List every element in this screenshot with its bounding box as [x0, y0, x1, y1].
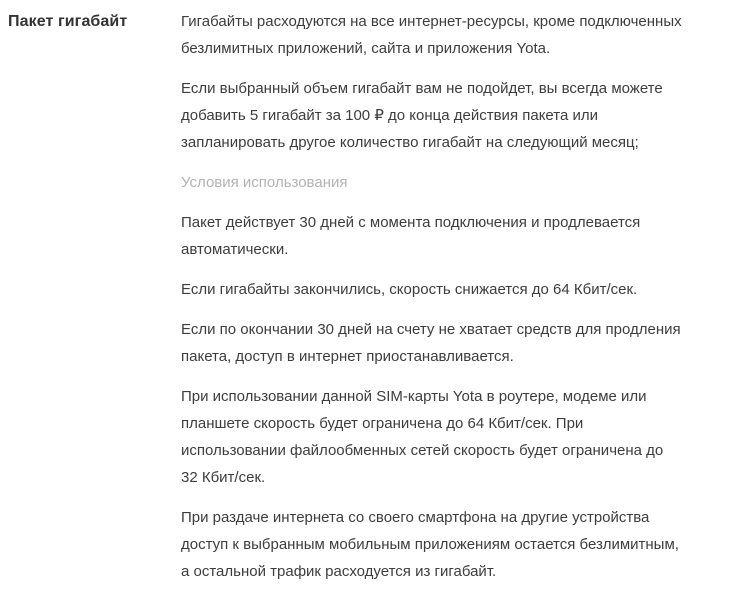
row-description: [181, 8, 683, 598]
paragraph-tethering: При раздаче интернета со своего смартфона на другие устройства доступ к выбранным мобильным приложениям остается безлимитным, а остальной трафик расходуется из гигабайт.: [181, 509, 679, 580]
paragraph-add-gigabytes: Если выбранный объем гигабайт вам не подойдет, вы всегда можете добавить 5 гигабайт за 100 ₽ до конца действия пакета или запланировать другое количество гигабайт на следующий месяц;: [181, 80, 663, 151]
subheading-usage-terms: Условия использования: [181, 174, 348, 191]
row-term-package-gigabytes: Пакет гигабайт: [8, 13, 128, 30]
paragraph-speed-reduction: Если гигабайты закончились, скорость снижается до 64 Кбит/сек.: [181, 281, 638, 298]
paragraph-insufficient-funds: Если по окончании 30 дней на счету не хватает средств для продления пакета, доступ в интернет приостанавливается.: [181, 321, 681, 365]
paragraph-package-duration: Пакет действует 30 дней с момента подключения и продлевается автоматически.: [181, 214, 641, 258]
paragraph-sim-in-router: При использовании данной SIM-карты Yota в роутере, модеме или планшете скорость будет ограничена до 64 Кбит/сек. При использовании файлообменных сетей скорость будет ограничена до 32 Кбит/сек.: [181, 388, 664, 486]
paragraph-gigabyte-usage: Гигабайты расходуются на все интернет-ресурсы, кроме подключенных безлимитных приложений, сайта и приложения Yota.: [181, 13, 682, 57]
